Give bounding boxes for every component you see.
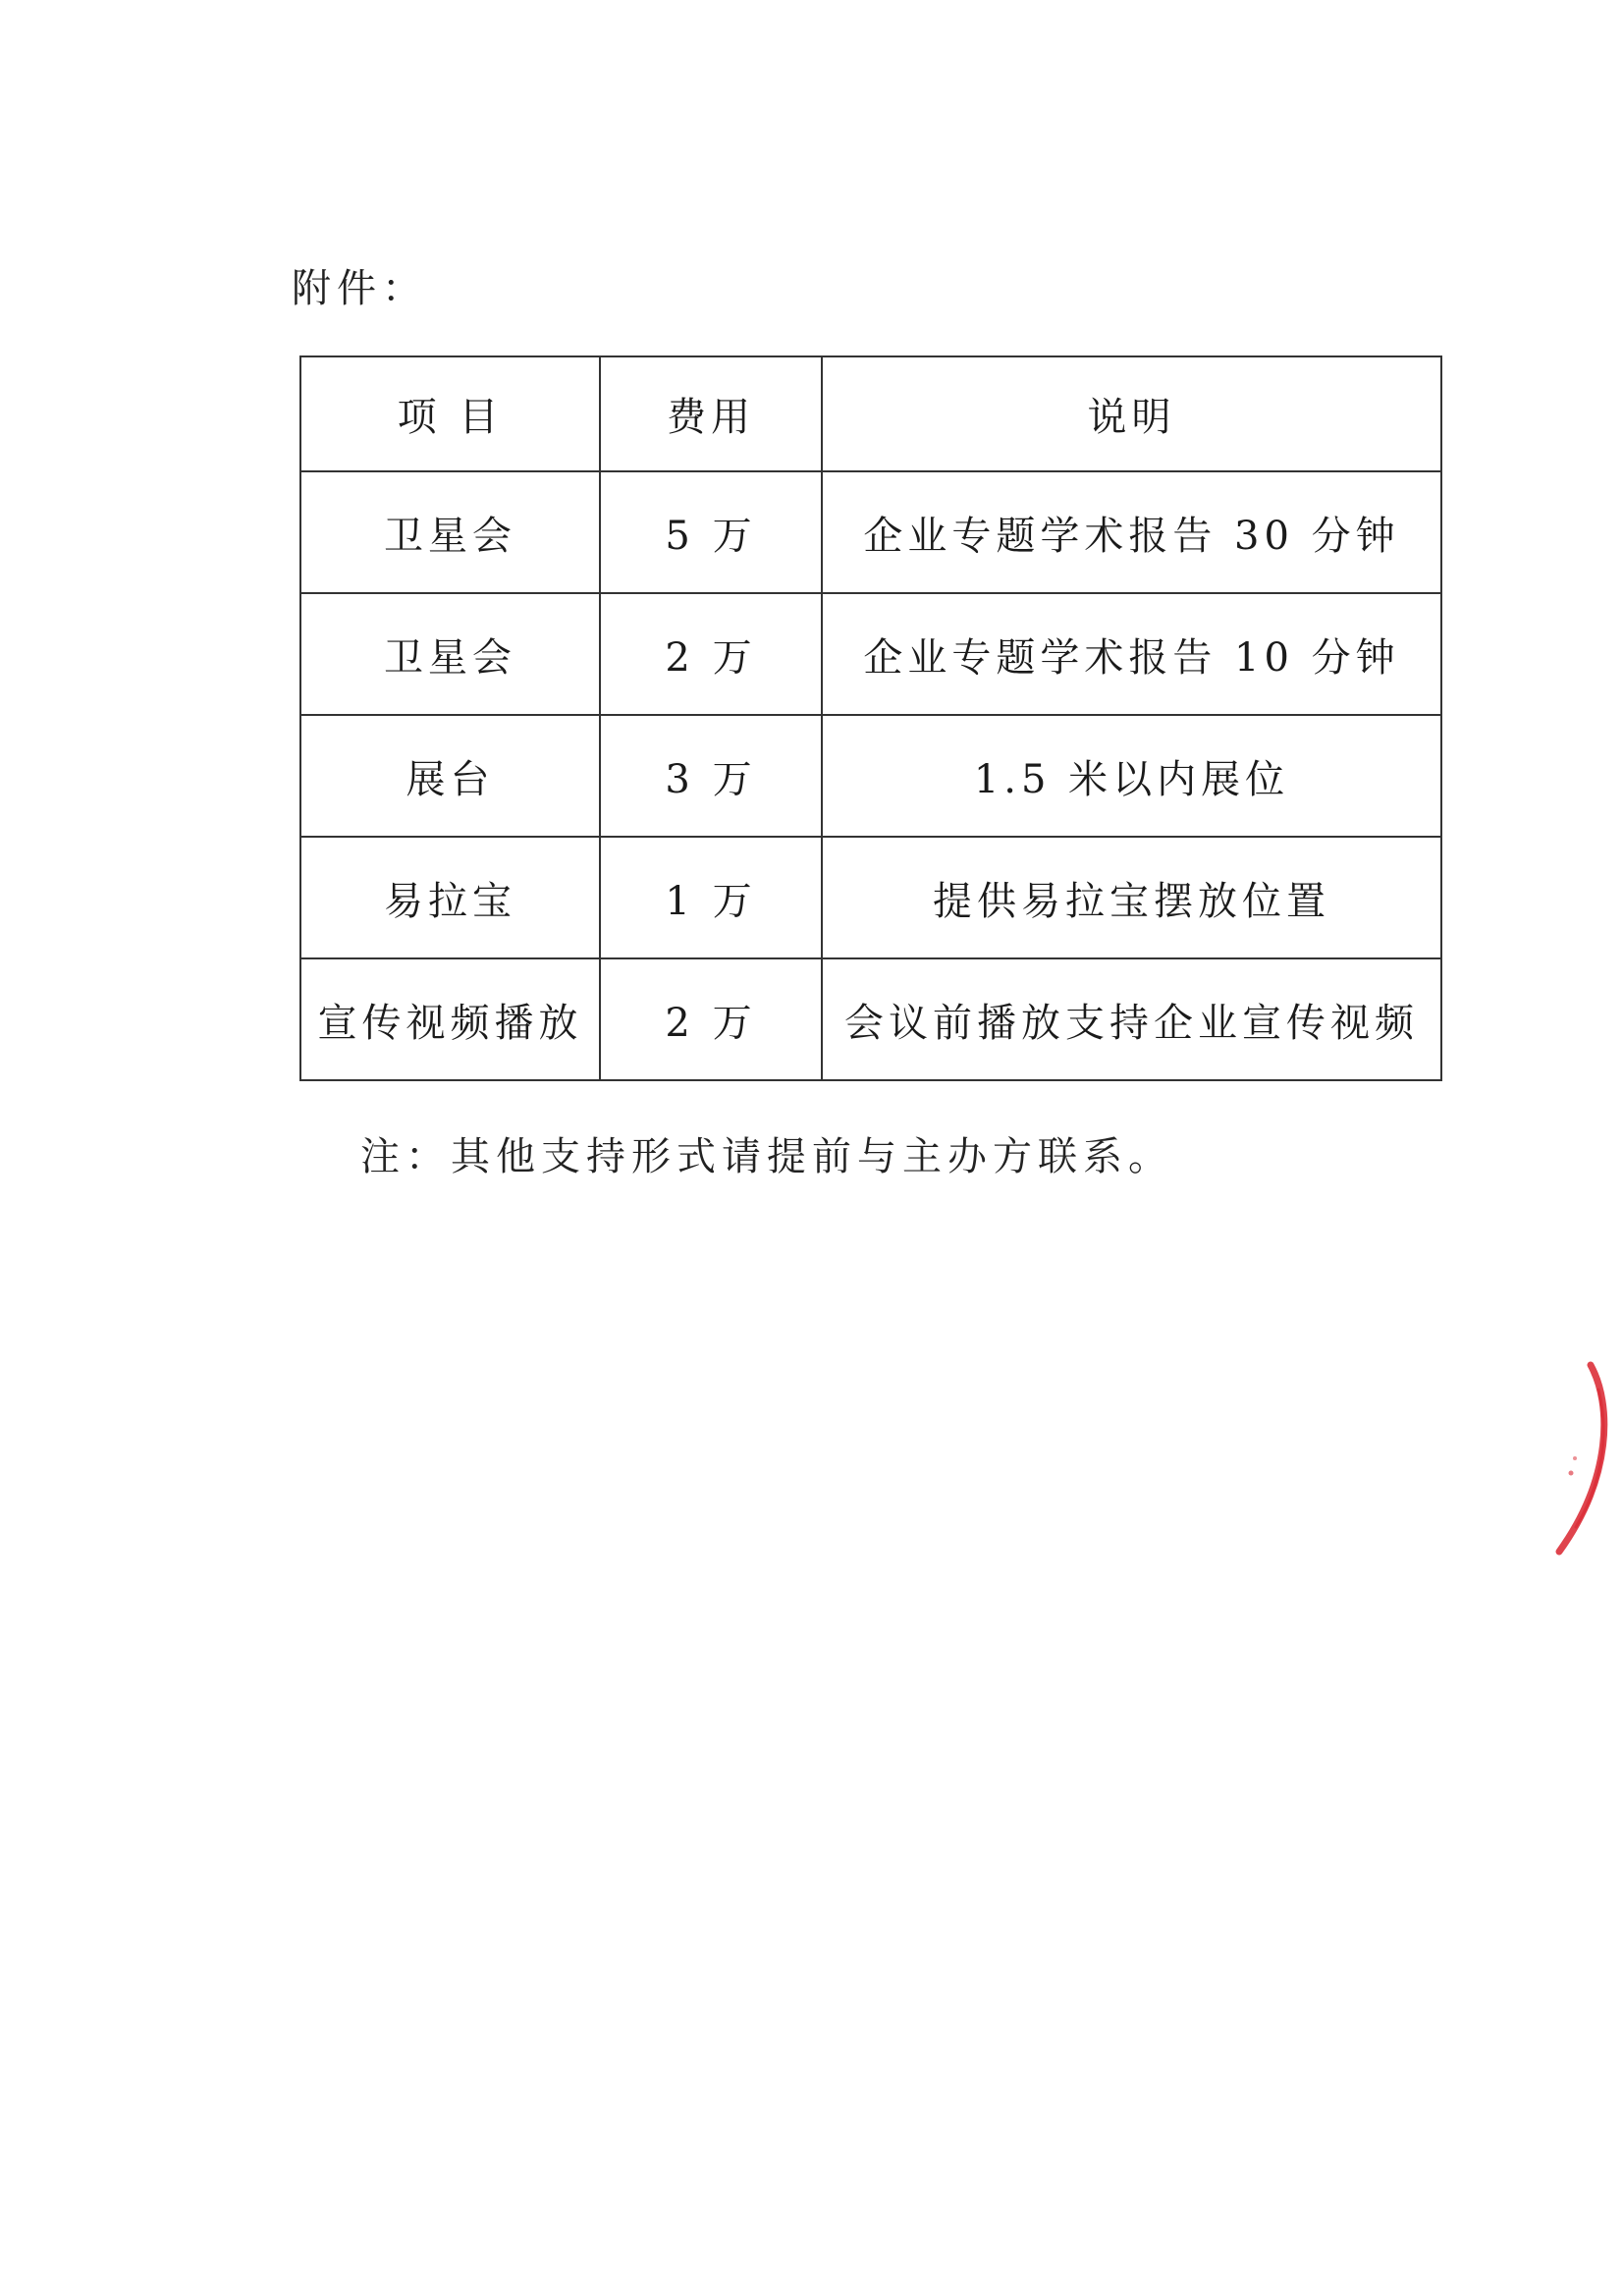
- header-item: 项 目: [300, 356, 600, 471]
- cell-fee: 5 万: [600, 471, 822, 593]
- cell-description: 1.5 米以内展位: [822, 715, 1441, 837]
- table-row: [300, 715, 1441, 837]
- cell-item: 易拉宝: [300, 837, 600, 958]
- table-row: [300, 593, 1441, 715]
- table-row: [300, 958, 1441, 1080]
- attachment-label: 附件：: [292, 266, 427, 311]
- cell-item: 展台: [300, 715, 600, 837]
- cell-item: 卫星会: [300, 471, 600, 593]
- cell-description: 提供易拉宝摆放位置: [822, 837, 1441, 958]
- cell-item: 卫星会: [300, 593, 600, 715]
- cell-fee: 1 万: [600, 837, 822, 958]
- header-description: 说明: [822, 356, 1441, 471]
- cell-description: 会议前播放支持企业宣传视频: [822, 958, 1441, 1080]
- table-row: [300, 837, 1441, 958]
- cell-fee: 3 万: [600, 715, 822, 837]
- cell-fee: 2 万: [600, 593, 822, 715]
- header-fee: 费用: [600, 356, 822, 471]
- cell-description: 企业专题学术报告 30 分钟: [822, 471, 1441, 593]
- stamp-icon: [1551, 1360, 1620, 1557]
- table-header-row: [300, 356, 1441, 471]
- cell-item: 宣传视频播放: [300, 958, 600, 1080]
- table-row: [300, 471, 1441, 593]
- cell-description: 企业专题学术报告 10 分钟: [822, 593, 1441, 715]
- footnote: 注：其他支持形式请提前与主办方联系。: [360, 1134, 1173, 1179]
- fee-table: [299, 355, 1442, 1081]
- cell-fee: 2 万: [600, 958, 822, 1080]
